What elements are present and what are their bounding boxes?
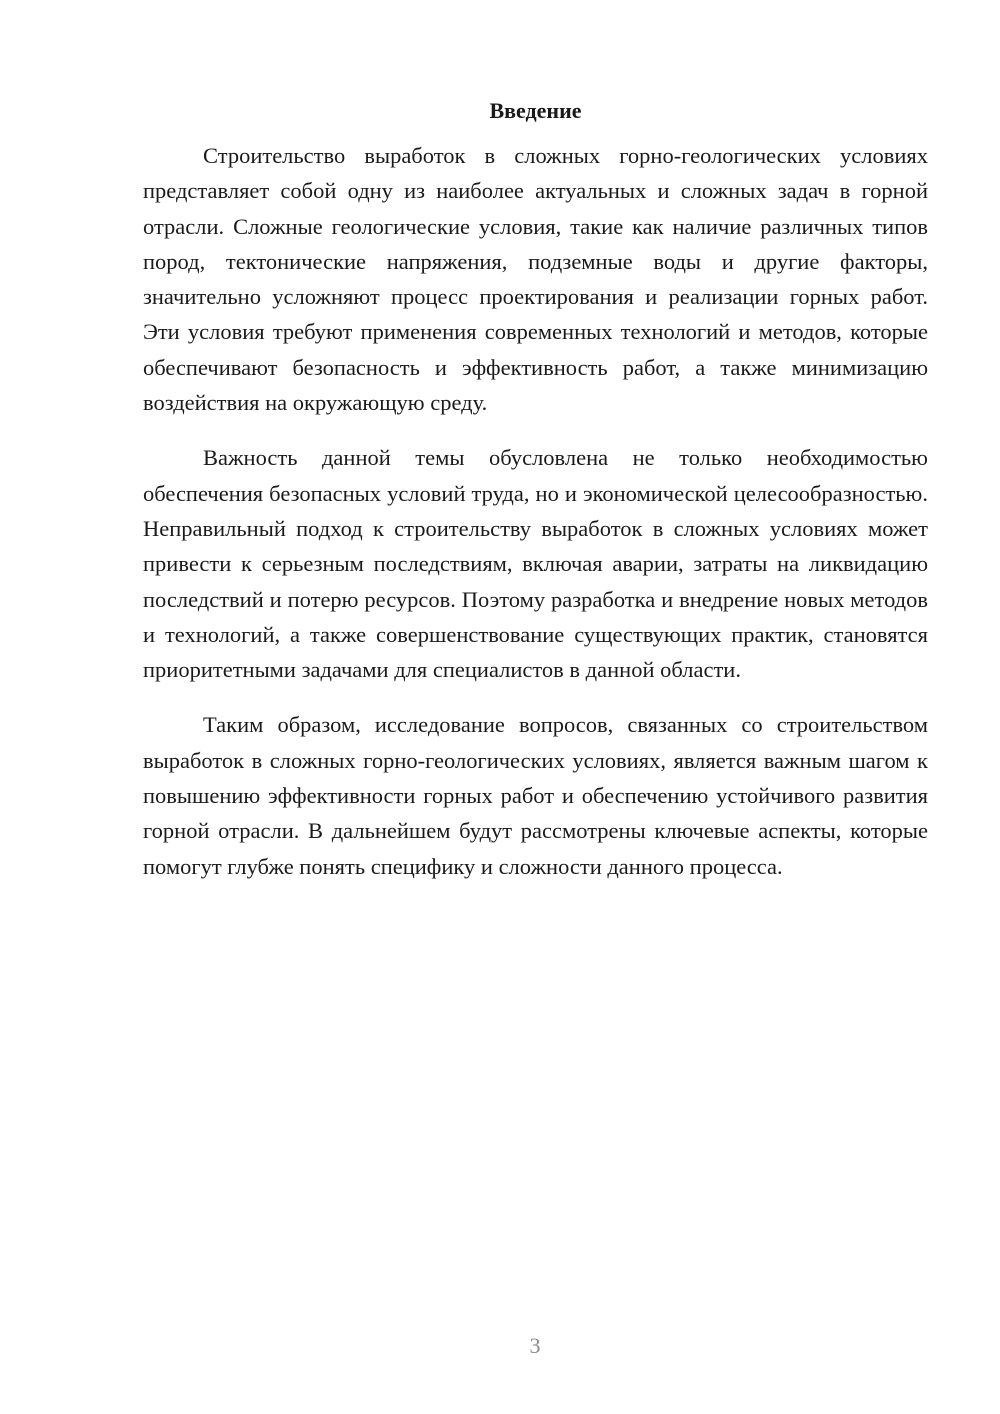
section-heading: Введение [489, 98, 582, 123]
page-number: 3 [529, 1333, 541, 1358]
paragraph-2: Важность данной темы обусловлена не только необходимостью обеспечения безопасных условий труда, но и экономической целесообразностью. Неправильный подход к строительству выработок в сложных условиях может привести к серьезным последствиям, включая аварии, затраты на ликвидацию последствий и потерю ресурсов. Поэтому разработка и внедрение новых методов и технологий, а также совершенствование существующих практик, становятся приоритетными задачами для специалистов в данной области. [143, 445, 928, 683]
document-body [143, 96, 928, 884]
paragraph-1: Строительство выработок в сложных горно-геологических условиях представляет собой одну из наиболее актуальных и сложных задач в горной отрасли. Сложные геологические условия, такие как наличие различных типов пород, тектонические напряжения, подземные воды и другие факторы, значительно усложняют процесс проектирования и реализации горных работ. Эти условия требуют применения современных технологий и методов, которые обеспечивают безопасность и эффективность работ, а также минимизацию воздействия на окружающую среду. [143, 143, 928, 416]
paragraph-3: Таким образом, исследование вопросов, связанных со строительством выработок в сложных горно-геологических условиях, является важным шагом к повышению эффективности горных работ и обеспечению устойчивого развития горной отрасли. В дальнейшем будут рассмотрены ключевые аспекты, которые помогут глубже понять специфику и сложности данного процесса. [143, 712, 928, 879]
